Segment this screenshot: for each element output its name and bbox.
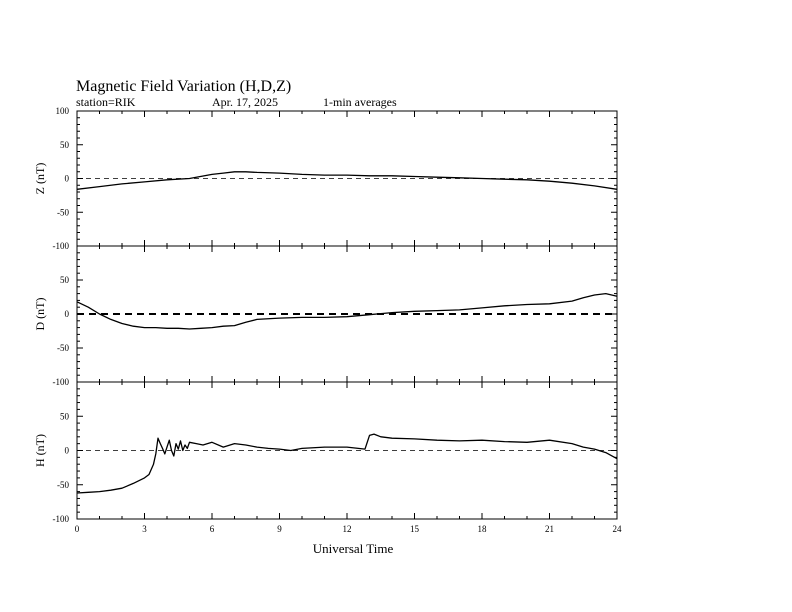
x-tick-label: 21 xyxy=(545,524,554,534)
y-axis-title-z: Z (nT) xyxy=(33,162,47,195)
averaging-label: 1-min averages xyxy=(323,95,397,109)
y-tick-label: 50 xyxy=(60,139,69,150)
y-tick-label: -100 xyxy=(52,514,69,524)
y-axis-title-h: H (nT) xyxy=(33,434,47,467)
x-tick-label: 9 xyxy=(277,524,282,534)
y-tick-label: 100 xyxy=(55,106,69,116)
x-tick-label: 6 xyxy=(209,524,215,534)
station-label: station=RIK xyxy=(76,95,136,109)
series-line-h xyxy=(77,434,617,493)
panels xyxy=(33,106,622,534)
panel-d xyxy=(33,246,617,387)
date-label: Apr. 17, 2025 xyxy=(212,95,278,109)
x-axis-title: Universal Time xyxy=(312,541,394,556)
panel-z xyxy=(33,106,617,251)
y-tick-label: -100 xyxy=(52,241,69,251)
y-tick-label: -50 xyxy=(57,207,69,218)
y-tick-label: 0 xyxy=(64,309,69,319)
x-tick-label: 0 xyxy=(74,524,80,534)
y-tick-label: 50 xyxy=(60,411,69,422)
x-tick-label: 18 xyxy=(477,524,487,534)
series-line-z xyxy=(77,172,617,190)
x-tick-label: 3 xyxy=(142,524,147,534)
x-tick-label: 24 xyxy=(612,524,622,534)
series-line-d xyxy=(77,294,617,329)
chart-title: Magnetic Field Variation (H,D,Z) xyxy=(76,78,292,95)
y-tick-label: 50 xyxy=(60,275,69,285)
panel-h xyxy=(33,382,622,534)
y-tick-label: -50 xyxy=(57,479,69,490)
y-axis-title-d: D (nT) xyxy=(33,297,47,331)
y-tick-label: 0 xyxy=(64,173,69,184)
y-tick-label: 0 xyxy=(64,445,69,456)
x-tick-label: 15 xyxy=(410,524,419,534)
y-tick-label: -50 xyxy=(57,343,69,353)
y-tick-label: -100 xyxy=(52,377,69,387)
x-tick-label: 12 xyxy=(342,524,352,534)
